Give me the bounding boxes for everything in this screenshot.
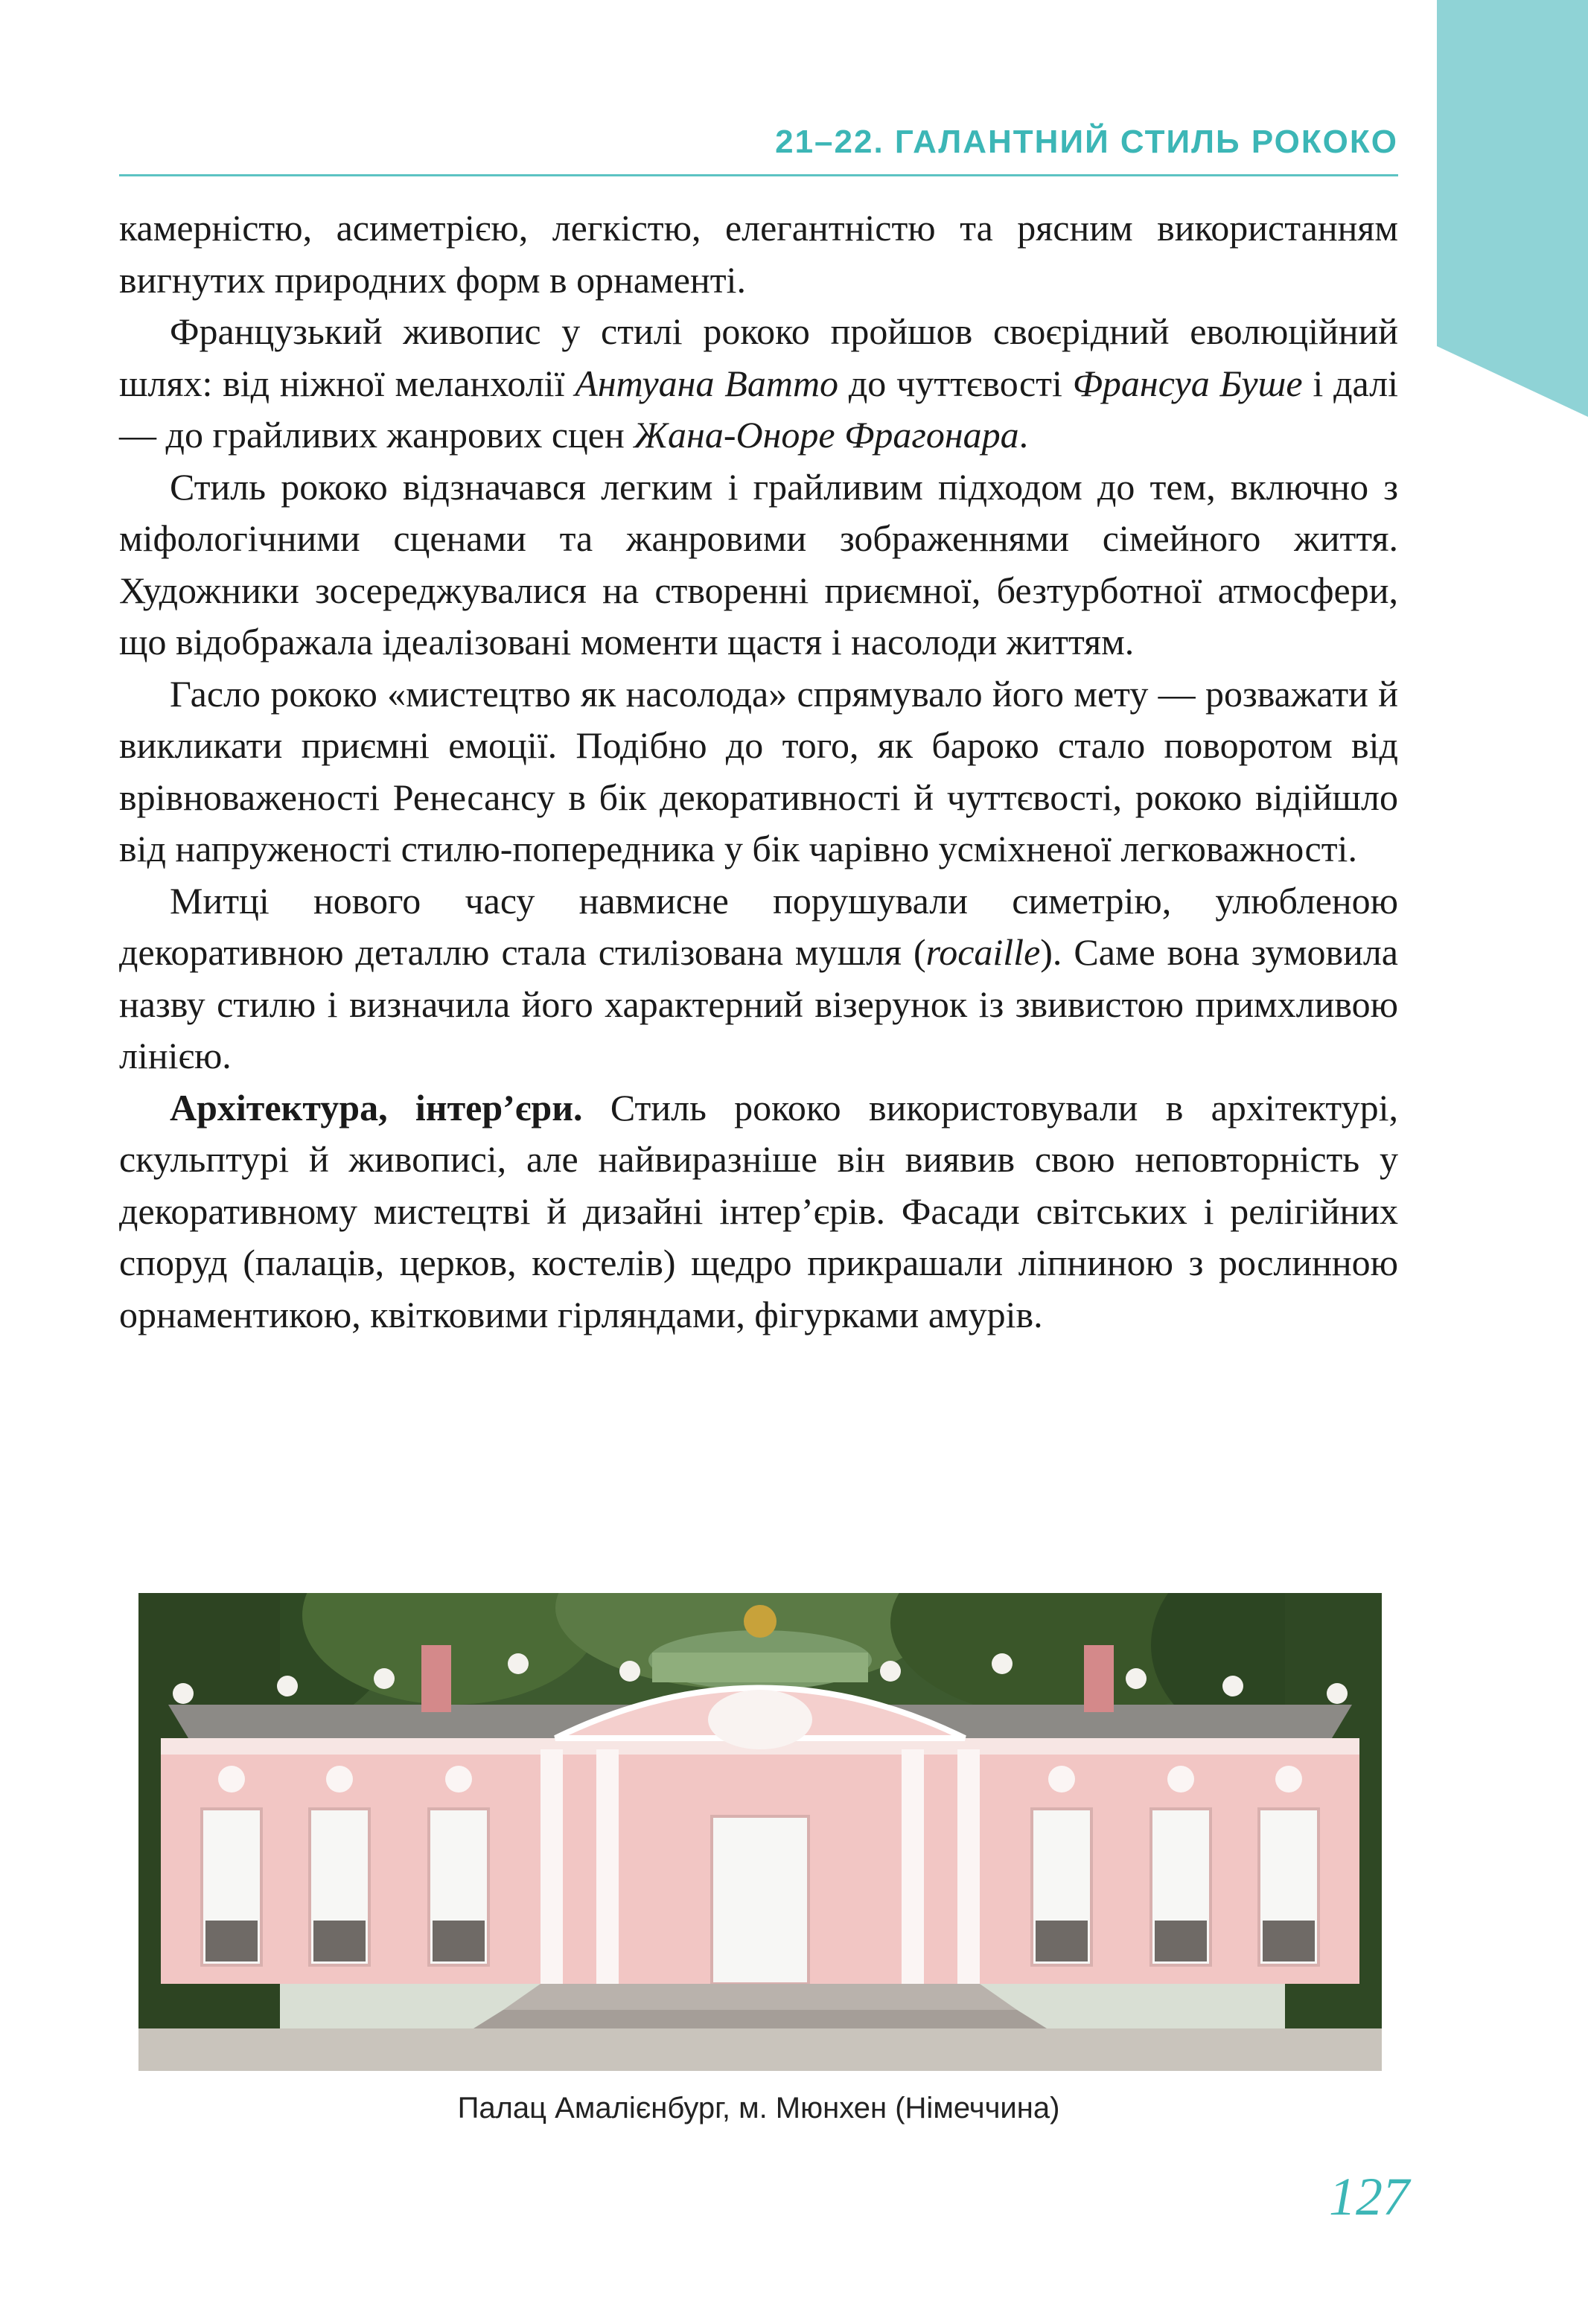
text-run: . [1018, 414, 1029, 456]
text-run: і далі — до грайливих жанрових сцен [119, 362, 1399, 456]
text-run: Французький живопис у стилі рококо пройшов своєрідний еволюційний шлях: від ніжної меланхолії [119, 310, 1398, 404]
paragraph [119, 875, 1398, 1082]
text-run: камерністю, асиметрією, легкістю, елегантністю та рясним використанням вигнутих природних форм в орнаменті. [119, 207, 1398, 301]
text-run: до чуттєвості [838, 362, 1073, 404]
body-text [119, 202, 1398, 1341]
paragraph [119, 668, 1398, 875]
paragraph [119, 306, 1398, 462]
text-run: Митці нового часу навмисне порушували симетрію, улюбленою декоративною деталлю стала стилізована мушля ( [119, 879, 1398, 973]
italic-run: Франсуа Буше [1072, 362, 1303, 404]
paragraph [119, 462, 1398, 668]
palace-photo [138, 1593, 1382, 2071]
paragraph [119, 1082, 1398, 1341]
italic-run: Антуана Ватто [575, 362, 839, 404]
italic-run: Жана-Оноре Фрагонара [634, 414, 1019, 456]
chapter-title: 21–22. ГАЛАНТНИЙ СТИЛЬ РОКОКО [775, 124, 1398, 160]
running-header [119, 119, 1398, 176]
text-run: Стиль рококо використовували в архітектурі, скульптурі й живописі, але найвиразніше він виявив свою неповторність у декоративному мистецтві й дизайні інтер’єрів. Фасади світських і релігійних споруд (палаців, церков, костелів) щедро прикрашали ліпниною з рослинною орнаментикою, квітковими гірляндами, фігурками амурів. [119, 1086, 1398, 1335]
italic-run: rocaille [925, 931, 1041, 973]
chapter-tab [1437, 0, 1588, 417]
text-run: ). Саме вона зумовила назву стилю і визначила його характерний візерунок із звивистою примхливою лінією. [119, 931, 1398, 1076]
text-run: Гасло рококо «мистецтво як насолода» спрямувало його мету — розважати й викликати приємні емоції. Подібно до того, як бароко стало поворотом від врівноваженості Ренесансу в бік декоративності й чуттєвості, рококо відійшло від напруженості стилю-попередника у бік чарівно усміхненої легковажності. [119, 672, 1398, 869]
figure-caption: Палац Амалієнбург, м. Мюнхен (Німеччина) [457, 2092, 1060, 2125]
bold-run: Архітектура, інтер’єри. [170, 1086, 583, 1129]
text-run: Стиль рококо відзначався легким і грайливим підходом до тем, включно з міфологічними сценами та жанровими зображеннями сімейного життя. Художники зосереджувалися на створенні приємної, безтурботної атмосфери, що відображала ідеалізовані моменти щастя і насолоди життям. [119, 465, 1398, 663]
paragraph [119, 202, 1398, 306]
page-number: 127 [1329, 2167, 1409, 2226]
